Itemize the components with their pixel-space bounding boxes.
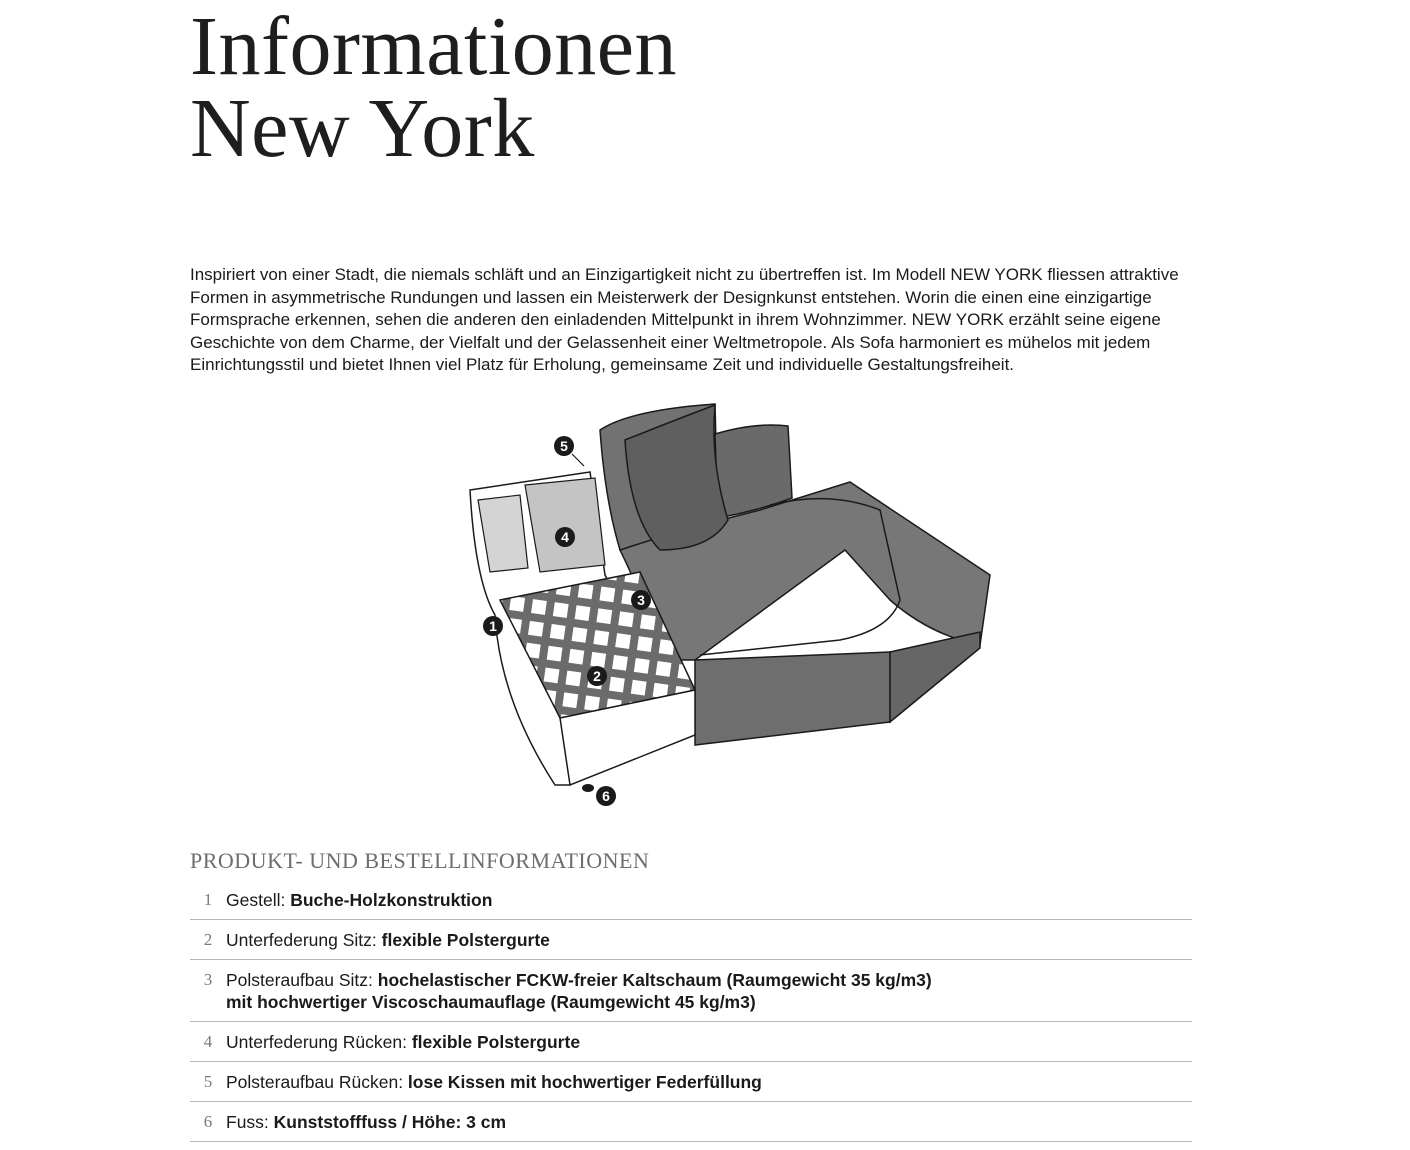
spec-number: 1 bbox=[203, 890, 213, 909]
intro-paragraph: Inspiriert von einer Stadt, die niemals schläft und an Einzigartigkeit nicht zu übertreffen ist. Im Modell NEW YORK fliessen attraktive Formen in asymmetrische Rundungen und lassen ein Meisterwerk der Designkunst entstehen. Worin die einen eine einzigartige Formsprache erkennen, sehen die anderen den einladenden Mittelpunkt in ihrem Wohnzimmer. NEW YORK erzählt seine eigene Geschichte von dem Charme, der Vielfalt und der Gelassenheit einer Weltmetropole. Als Sofa harmoniert es mühelos mit jedem Einrichtungsstil und bietet Ihnen viel Platz für Erholung, gemeinsame Zeit und individuelle Gestaltungsfreiheit. bbox=[190, 265, 1179, 374]
svg-text:4: 4 bbox=[561, 529, 569, 545]
spec-row-5 bbox=[190, 1062, 1192, 1102]
svg-text:1: 1 bbox=[489, 618, 497, 634]
spec-text bbox=[226, 1071, 762, 1093]
svg-text:3: 3 bbox=[637, 592, 645, 608]
spec-value: lose Kissen mit hochwertiger Federfüllung bbox=[407, 1072, 762, 1092]
marker-2 bbox=[587, 666, 607, 686]
spec-label: Gestell: bbox=[226, 890, 291, 910]
spec-text bbox=[226, 969, 932, 1013]
spec-row-2 bbox=[190, 920, 1192, 960]
spec-label: Unterfederung Sitz: bbox=[226, 930, 382, 950]
product-info-heading: PRODUKT- UND BESTELLINFORMATIONEN bbox=[190, 848, 650, 873]
spec-value: flexible Polstergurte bbox=[411, 1032, 581, 1052]
spec-row-4 bbox=[190, 1022, 1192, 1062]
spec-label: Polsteraufbau Rücken: bbox=[226, 1072, 408, 1092]
svg-text:2: 2 bbox=[593, 668, 601, 684]
spec-text bbox=[226, 929, 550, 951]
spec-row-3 bbox=[190, 960, 1192, 1022]
spec-text bbox=[226, 1111, 506, 1133]
spec-value: Kunststofffuss / Höhe: 3 cm bbox=[273, 1112, 507, 1132]
spec-value-line2: mit hochwertiger Viscoschaumauflage (Raumgewicht 45 kg/m3) bbox=[226, 992, 756, 1012]
spec-number: 3 bbox=[203, 970, 213, 989]
page-title bbox=[190, 0, 677, 175]
svg-text:5: 5 bbox=[560, 438, 568, 454]
spec-value: flexible Polstergurte bbox=[381, 930, 550, 950]
spec-value: Buche-Holzkonstruktion bbox=[290, 890, 493, 910]
spec-text bbox=[226, 889, 492, 911]
marker-3 bbox=[631, 590, 651, 610]
marker-1 bbox=[483, 616, 503, 636]
spec-number: 5 bbox=[203, 1072, 213, 1091]
spec-label: Polsteraufbau Sitz: bbox=[226, 970, 378, 990]
spec-text bbox=[226, 1031, 580, 1053]
svg-text:6: 6 bbox=[602, 788, 610, 804]
spec-number: 4 bbox=[203, 1032, 213, 1051]
sofa-construction-diagram bbox=[460, 400, 1000, 820]
marker-4 bbox=[555, 527, 575, 547]
spec-list bbox=[190, 880, 1192, 1142]
spec-number: 6 bbox=[203, 1112, 213, 1131]
spec-label: Unterfederung Rücken: bbox=[226, 1032, 412, 1052]
spec-label: Fuss: bbox=[226, 1112, 274, 1132]
spec-row-6 bbox=[190, 1102, 1192, 1142]
page-title-line1: Informationen bbox=[190, 0, 677, 93]
spec-number: 2 bbox=[203, 930, 213, 949]
spec-row-1 bbox=[190, 880, 1192, 920]
marker-6 bbox=[596, 786, 616, 806]
spec-value: hochelastischer FCKW-freier Kaltschaum (Raumgewicht 35 kg/m3) bbox=[377, 970, 932, 990]
page-title-line2: New York bbox=[190, 82, 535, 175]
marker-5 bbox=[554, 436, 584, 466]
